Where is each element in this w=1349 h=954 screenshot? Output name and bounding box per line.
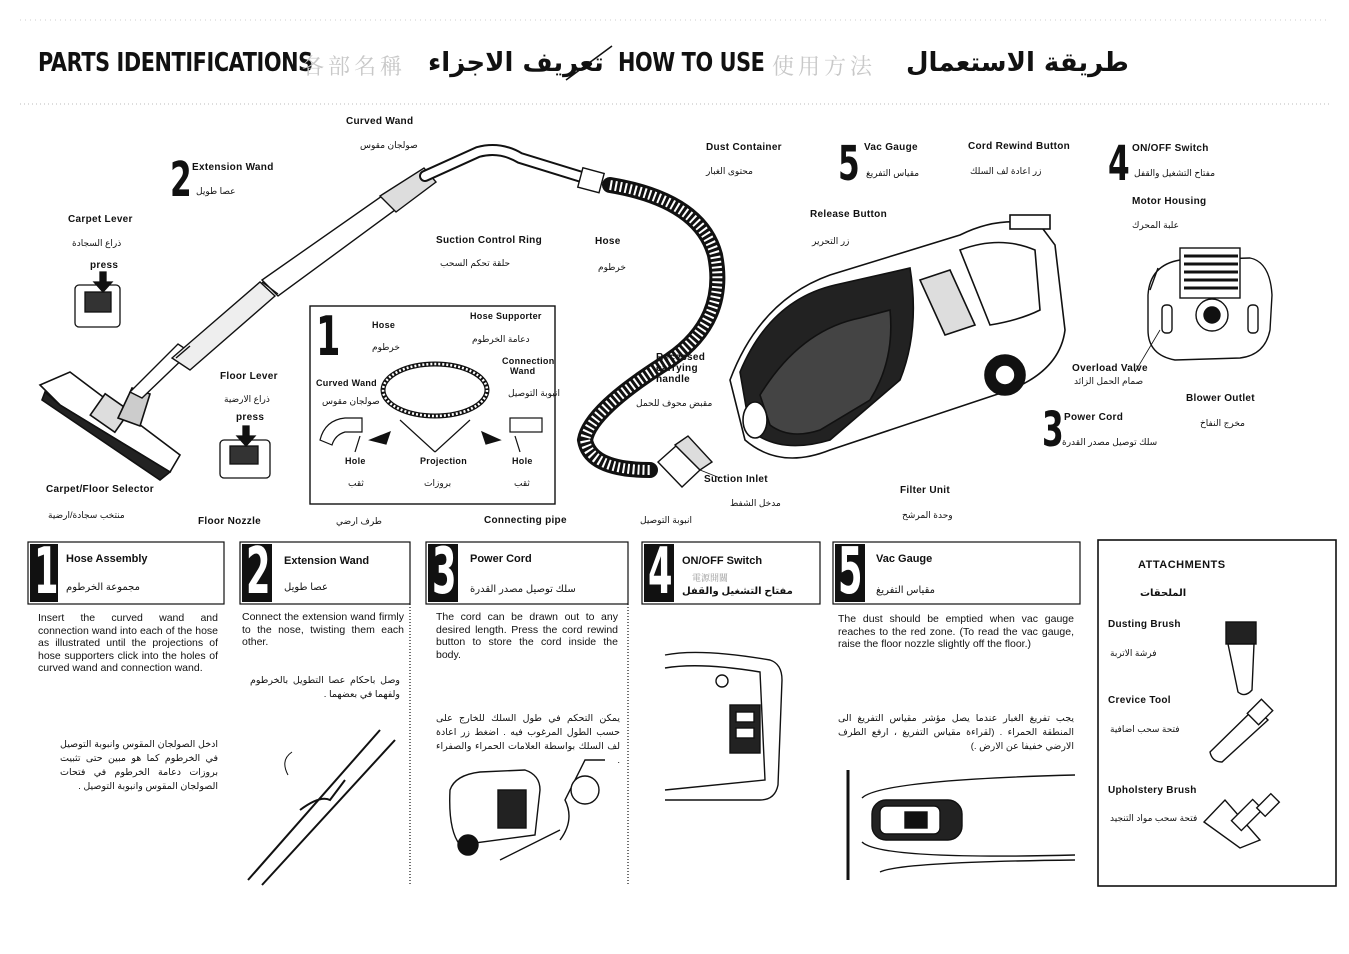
label-blower-outlet-ar: مخرج النفاخ [1200, 418, 1245, 428]
step-2-body-ar: وصل باحكام عصا التطويل بالخرطوم ولفهما في بعضهما . [250, 675, 400, 700]
inset-hole-right-ar: ثقب [514, 478, 530, 488]
inset-curved-wand: Curved Wand [316, 378, 377, 388]
label-carpet-floor-selector-ar: منتخب سجادة/ارضية [48, 510, 125, 520]
label-curved-wand-ar: صولجان مقوس [360, 140, 418, 150]
label-connecting-pipe: Connecting pipe [484, 515, 567, 526]
attachment-dusting-brush: Dusting Brush [1108, 619, 1181, 630]
step-4-ar-title: مفتاح التشغيل والقفل [682, 586, 793, 597]
attachments-ar-title: الملحقات [1140, 588, 1187, 599]
inset-hose-supporter-ar: دعامة الخرطوم [472, 334, 530, 344]
attachment-upholstery-brush-ar: فتحة سحب مواد التنجيد [1110, 813, 1198, 823]
step-4-num: 4 [648, 535, 673, 609]
step-4-cjk: 電源開關 [692, 573, 729, 583]
label-extension-wand: Extension Wand [192, 162, 274, 173]
step-5-body-ar: يجب تفريغ الغبار عندما يصل مؤشر مقياس التفريغ الى المنطقة الحمراء . (لقراءة مقياس التفريغ ، ارفع الطرف الارضي خفيفا عن الارض .) [838, 713, 1074, 752]
step-3-num: 3 [432, 535, 457, 609]
label-floor-lever: Floor Lever [220, 371, 278, 382]
inset-projection-ar: بروزات [424, 478, 452, 488]
label-blower-outlet: Blower Outlet [1186, 393, 1255, 404]
ar-parts: تعريف الاجزاء [428, 48, 604, 78]
label-cord-rewind: Cord Rewind Button [968, 141, 1071, 152]
label-suction-inlet-ar: مدخل الشفط [730, 498, 781, 508]
label-floor-lever-ar: ذراع الارضية [224, 394, 270, 404]
label-vac-gauge: Vac Gauge [864, 142, 918, 153]
label-power-cord: Power Cord [1064, 412, 1124, 423]
label-filter-unit: Filter Unit [900, 485, 950, 496]
num-on-off: 4 [1108, 136, 1130, 192]
label-suction-control-ring: Suction Control Ring [436, 235, 542, 246]
label-release-button: Release Button [810, 209, 887, 220]
title-use: HOW TO USE [618, 48, 765, 78]
label-on-off: ON/OFF Switch [1132, 143, 1209, 154]
inset-hole-left-ar: ثقب [348, 478, 364, 488]
label-recessed-handle-ar: مقبض محوف للحمل [636, 398, 713, 408]
label-connecting-pipe-ar: انبوبة التوصيل [640, 515, 692, 525]
label-curved-wand: Curved Wand [346, 116, 414, 127]
attachment-dusting-brush-ar: فرشة الاتربة [1110, 648, 1157, 658]
label-hose-ar: خرطوم [598, 262, 626, 272]
step-5-ar-title: مقياس التفريغ [876, 585, 935, 596]
step-1-body: Insert the curved wand and connection wand into each of the hose as illustrated until the projections of hose supporters click into the holes of curved wand and connection wand. [38, 612, 218, 674]
step-3-body: The cord can be drawn out to any desired length. Press the cord rewind button to store the cord inside the body. [436, 611, 618, 661]
num-power-cord: 3 [1042, 402, 1064, 458]
step-2-body: Connect the extension wand firmly to the nose, twisting them each other. [242, 611, 404, 648]
step-1-body-ar: ادخل الصولجان المقوس وانبوبة التوصيل في الخرطوم كما هو مبين حتى تثبيت بروزات دعامة الخرطوم في فتحات الصولجان المقوس وانبوبة التوصيل . [60, 739, 218, 792]
step-3-body-ar: يمكن التحكم في طول السلك للخارج على حسب الطول المرغوب فيه . اضغط زر اعادة لف السلك بواسطة العلامات الحمراء والصفراء . [436, 713, 620, 766]
label-on-off-ar: مفتاح التشغيل والقفل [1134, 168, 1216, 178]
step-2-title: Extension Wand [284, 555, 370, 567]
label-suction-inlet: Suction Inlet [704, 474, 768, 485]
inset-connection-wand-ar: انبوبة التوصيل [508, 388, 560, 398]
step-1-ar-title: مجموعة الخرطوم [66, 582, 140, 593]
attachment-upholstery-brush: Upholstery Brush [1108, 785, 1197, 796]
label-filter-unit-ar: وحدة المرشح [902, 510, 953, 520]
label-dust-container: Dust Container [706, 142, 782, 153]
attachment-crevice-tool-ar: فتحة سحب اضافية [1110, 724, 1180, 734]
label-vac-gauge-ar: مقياس التفريغ [866, 168, 920, 178]
label-release-button-ar: زر التحرير [812, 236, 850, 246]
label-floor-nozzle-ar: طرف ارضي [336, 516, 382, 526]
step-1-num: 1 [34, 535, 59, 609]
step-3-ar-title: سلك توصيل مصدر القدرة [470, 584, 576, 595]
step-2-num: 2 [246, 535, 271, 609]
cjk-parts: 各部名稱 [302, 54, 407, 79]
label-overload-valve-ar: صمام الحمل الزائد [1074, 376, 1144, 386]
inset-connection-wand: Connection Wand [502, 356, 555, 376]
inset-hole-left: Hole [345, 456, 366, 466]
step-3-title: Power Cord [470, 553, 532, 565]
label-motor-housing: Motor Housing [1132, 196, 1207, 207]
inset-num: 1 [316, 305, 341, 368]
label-extension-wand-ar: عصا طويل [196, 186, 236, 196]
label-recessed-handle: Recessed carrying handle [656, 352, 706, 385]
step-4-title: ON/OFF Switch [682, 555, 763, 567]
cjk-use: 使用方法 [772, 54, 877, 79]
label-suction-control-ring-ar: حلقة تحكم السحب [440, 258, 511, 268]
label-cord-rewind-ar: زر اعادة لف السلك [970, 166, 1042, 176]
attachment-crevice-tool: Crevice Tool [1108, 695, 1171, 706]
step-1-title: Hose Assembly [66, 553, 148, 565]
label-carpet-floor-selector: Carpet/Floor Selector [46, 484, 154, 495]
label-carpet-lever-ar: ذراع السجادة [72, 238, 122, 248]
num-extension-wand: 2 [170, 152, 192, 208]
label-power-cord-ar: سلك توصيل مصدر القدرة [1062, 437, 1158, 447]
step-5-title: Vac Gauge [876, 553, 933, 565]
step-5-body: The dust should be emptied when vac gauge reaches to the red zone. (To read the vac gauge, raise the floor nozzle slightly off the floor.) [838, 613, 1074, 650]
num-vac-gauge: 5 [838, 136, 860, 192]
label-overload-valve: Overload Valve [1072, 363, 1148, 374]
label-press-floor: press [236, 412, 265, 423]
inset-hose-ar: خرطوم [372, 342, 400, 352]
attachments-title: ATTACHMENTS [1138, 559, 1226, 571]
label-hose: Hose [595, 236, 621, 247]
label-press-carpet: press [90, 260, 119, 271]
label-motor-housing-ar: علبة المحرك [1132, 220, 1180, 230]
label-carpet-lever: Carpet Lever [68, 214, 133, 225]
inset-hose-supporter: Hose Supporter [470, 311, 542, 321]
inset-curved-wand-ar: صولجان مقوس [322, 396, 380, 406]
step-5-num: 5 [838, 535, 863, 609]
label-floor-nozzle: Floor Nozzle [198, 516, 262, 527]
inset-hose: Hose [372, 320, 396, 330]
inset-hole-right: Hole [512, 456, 533, 466]
inset-projection: Projection [420, 456, 468, 466]
step-2-ar-title: عصا طويل [284, 582, 328, 593]
ar-use: طريقة الاستعمال [906, 48, 1129, 78]
label-dust-container-ar: محتوى الغبار [706, 166, 753, 176]
title-parts: PARTS IDENTIFICATIONS [38, 48, 313, 78]
